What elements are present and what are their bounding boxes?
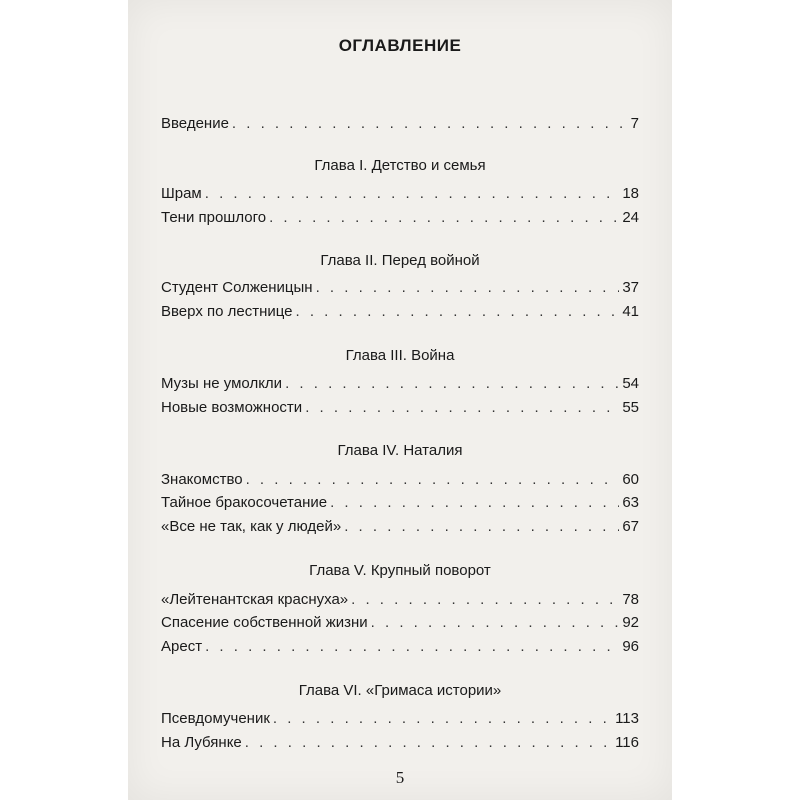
- toc-entry[interactable]: [161, 612, 639, 634]
- toc-entry-page: 18: [622, 185, 639, 202]
- toc-entry-page: 41: [622, 303, 639, 320]
- toc-entry[interactable]: [161, 589, 639, 611]
- chapter-heading: Глава II. Перед войной: [320, 252, 480, 269]
- toc-entry[interactable]: [161, 732, 639, 754]
- leader-dots: [344, 516, 619, 538]
- toc-entry-label: На Лубянке: [161, 734, 242, 751]
- leader-dots: [351, 589, 619, 611]
- toc-entry-intro[interactable]: [161, 113, 639, 135]
- leader-dots: [232, 113, 628, 135]
- page-title: ОГЛАВЛЕНИЕ: [338, 36, 462, 55]
- toc-entry[interactable]: [161, 469, 639, 491]
- toc-entry-label: «Все не так, как у людей»: [161, 518, 342, 535]
- toc-entry-label: Студент Солженицын: [161, 279, 313, 296]
- table-of-contents: [128, 0, 672, 800]
- toc-entry-page: 78: [622, 591, 639, 608]
- toc-entry[interactable]: [161, 207, 639, 229]
- chapter-heading: Глава I. Детство и семья: [314, 157, 486, 174]
- toc-entry-page: 55: [622, 399, 639, 416]
- chapter-heading: Глава V. Крупный поворот: [309, 562, 491, 579]
- toc-entry-page: 92: [622, 614, 639, 631]
- toc-entry-label: Тени прошлого: [161, 209, 267, 226]
- leader-dots: [285, 373, 619, 395]
- toc-entry-label: Псевдомученик: [161, 710, 270, 727]
- toc-entry-label: Новые возможности: [161, 399, 303, 416]
- toc-entry-page: 113: [615, 710, 639, 727]
- toc-entry-label: Спасение собственной жизни: [161, 614, 368, 631]
- toc-entry-label: Вверх по лестнице: [161, 303, 293, 320]
- chapter-heading: Глава VI. «Гримаса истории»: [298, 682, 502, 699]
- leader-dots: [316, 277, 620, 299]
- leader-dots: [371, 612, 620, 634]
- toc-entry[interactable]: [161, 492, 639, 514]
- toc-entry-label: Введение: [161, 115, 229, 132]
- toc-entry-page: 24: [622, 209, 639, 226]
- leader-dots: [269, 207, 619, 229]
- leader-dots: [245, 732, 612, 754]
- toc-entry-page: 60: [622, 471, 639, 488]
- leader-dots: [205, 636, 619, 658]
- toc-entry-page: 63: [622, 494, 639, 511]
- book-page: [128, 0, 672, 800]
- toc-entry[interactable]: [161, 636, 639, 658]
- toc-entry-label: Знакомство: [161, 471, 243, 488]
- toc-entry[interactable]: [161, 277, 639, 299]
- toc-entry-page: 96: [622, 638, 639, 655]
- toc-entry-page: 37: [622, 279, 639, 296]
- leader-dots: [246, 469, 620, 491]
- toc-entry[interactable]: [161, 708, 639, 730]
- leader-dots: [205, 183, 620, 205]
- page-number: 5: [395, 768, 405, 787]
- toc-entry-page: 7: [630, 115, 639, 132]
- toc-entry[interactable]: [161, 516, 639, 538]
- leader-dots: [296, 301, 620, 323]
- toc-entry-page: 67: [622, 518, 639, 535]
- toc-entry[interactable]: [161, 183, 639, 205]
- toc-entry-page: 116: [615, 734, 639, 751]
- toc-entry-label: Тайное бракосочетание: [161, 494, 328, 511]
- toc-entry[interactable]: [161, 373, 639, 395]
- chapter-heading: Глава III. Война: [345, 347, 455, 364]
- toc-entry-label: Музы не умолкли: [161, 375, 283, 392]
- leader-dots: [305, 397, 619, 419]
- toc-entry[interactable]: [161, 397, 639, 419]
- toc-entry-label: Арест: [161, 638, 203, 655]
- leader-dots: [330, 492, 619, 514]
- toc-entry-page: 54: [622, 375, 639, 392]
- toc-entry-label: Шрам: [161, 185, 202, 202]
- toc-entry[interactable]: [161, 301, 639, 323]
- chapter-heading: Глава IV. Наталия: [337, 442, 463, 459]
- leader-dots: [273, 708, 612, 730]
- toc-entry-label: «Лейтенантская краснуха»: [161, 591, 349, 608]
